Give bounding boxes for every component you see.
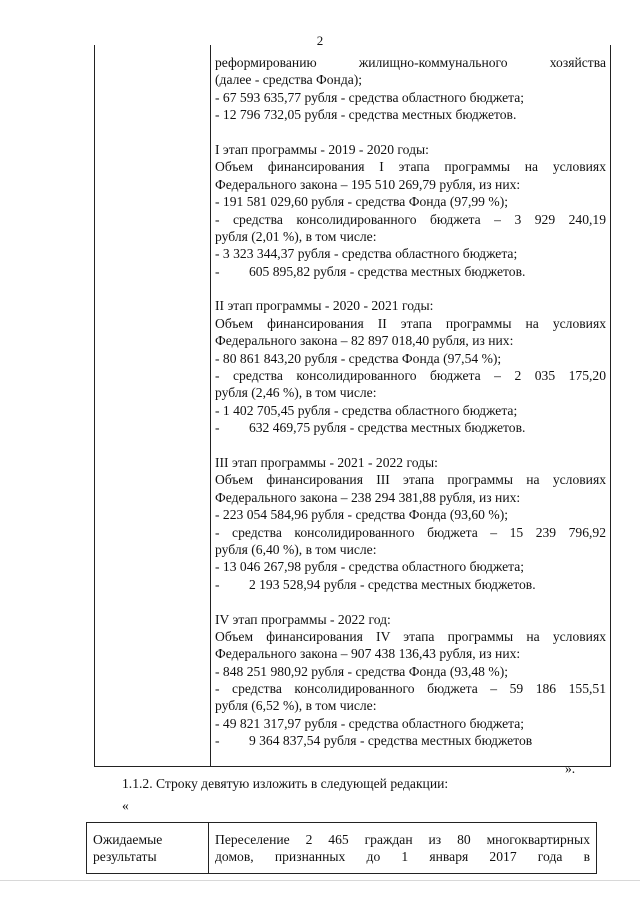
text-line: рубля (6,40 %), в том числе: [215, 541, 377, 557]
text-line: Федерального закона – 195 510 269,79 рубля, из них: [215, 176, 521, 192]
results-label-cell [87, 823, 209, 873]
text-line: - 67 593 635,77 рубля - средства областного бюджета; [215, 89, 525, 105]
table-left-cell [94, 45, 211, 767]
text-line: - средства консолидированного бюджета – 15 239 796,92 [215, 524, 606, 540]
results-value-line: домов, признанных до 1 января 2017 года в [215, 849, 590, 865]
results-table [86, 822, 597, 874]
financing-text [215, 54, 606, 750]
text-line: - средства консолидированного бюджета – 3 929 240,19 [215, 211, 606, 227]
text-line: - 1 402 705,45 рубля - средства областного бюджета; [215, 402, 518, 418]
text-line: - 13 046 267,98 рубля - средства областного бюджета; [215, 559, 525, 575]
amendment-paragraph: 1.1.2. Строку девятую изложить в следующей редакции: [122, 776, 449, 791]
text-line: - 49 821 317,97 рубля - средства областного бюджета; [215, 715, 525, 731]
text-line: - 80 861 843,20 рубля - средства Фонда (97,54 %); [215, 350, 502, 366]
results-value-line: Переселение 2 465 граждан из 80 многоквартирных [215, 832, 590, 847]
text-line: III этап программы - 2021 - 2022 годы: [215, 454, 438, 470]
text-line: - 9 364 837,54 рубля - средства местных бюджетов [215, 733, 533, 749]
text-line: Федерального закона – 907 438 136,43 рубля, из них: [215, 646, 521, 662]
page-bottom-rule [0, 880, 640, 881]
text-line: - средства консолидированного бюджета – 2 035 175,20 [215, 368, 606, 384]
text-line: IV этап программы - 2022 год: [215, 611, 391, 627]
text-line: - 191 581 029,60 рубля - средства Фонда (97,99 %); [215, 194, 509, 210]
results-label-line: Ожидаемые [93, 832, 163, 847]
text-line: - 12 796 732,05 рубля - средства местных бюджетов. [215, 107, 517, 123]
text-line: Объем финансирования II этапа программы на условиях [215, 315, 606, 331]
text-line: Объем финансирования III этапа программы на условиях [215, 472, 606, 488]
text-line: II этап программы - 2020 - 2021 годы: [215, 298, 434, 314]
financing-table [94, 45, 611, 766]
opening-quote: « [122, 798, 129, 813]
closing-quote: ». [565, 761, 576, 776]
text-line: Федерального закона – 238 294 381,88 рубля, из них: [215, 489, 521, 505]
text-line: - средства консолидированного бюджета – 59 186 155,51 [215, 681, 606, 697]
text-line: Федерального закона – 82 897 018,40 рубля, из них: [215, 333, 514, 349]
blank-line [215, 593, 606, 610]
results-label [93, 831, 162, 866]
blank-line [215, 280, 606, 297]
results-label-line: результаты [93, 849, 157, 865]
text-line: - 632 469,75 рубля - средства местных бюджетов. [215, 420, 526, 436]
text-line: рубля (6,52 %), в том числе: [215, 698, 377, 714]
text-line: (далее - средства Фонда); [215, 72, 363, 88]
text-line: реформированию жилищно-коммунального хозяйства [215, 55, 606, 70]
text-line: - 3 323 344,37 рубля - средства областного бюджета; [215, 246, 518, 262]
blank-line [215, 437, 606, 454]
table-right-cell [209, 45, 611, 767]
text-line: рубля (2,46 %), в том числе: [215, 385, 377, 401]
text-line: Объем финансирования I этапа программы на условиях [215, 159, 606, 175]
text-line: - 848 251 980,92 рубля - средства Фонда (93,48 %); [215, 663, 509, 679]
results-value [215, 831, 590, 866]
text-line: рубля (2,01 %), в том числе: [215, 228, 377, 244]
page-number: 2 [316, 33, 324, 48]
text-line: - 223 054 584,96 рубля - средства Фонда (93,60 %); [215, 507, 509, 523]
text-line: - 2 193 528,94 рубля - средства местных бюджетов. [215, 576, 536, 592]
results-value-cell [209, 823, 596, 873]
text-line: Объем финансирования IV этапа программы на условиях [215, 628, 606, 644]
blank-line [215, 124, 606, 141]
text-line: I этап программы - 2019 - 2020 годы: [215, 141, 429, 157]
text-line: - 605 895,82 рубля - средства местных бюджетов. [215, 263, 526, 279]
